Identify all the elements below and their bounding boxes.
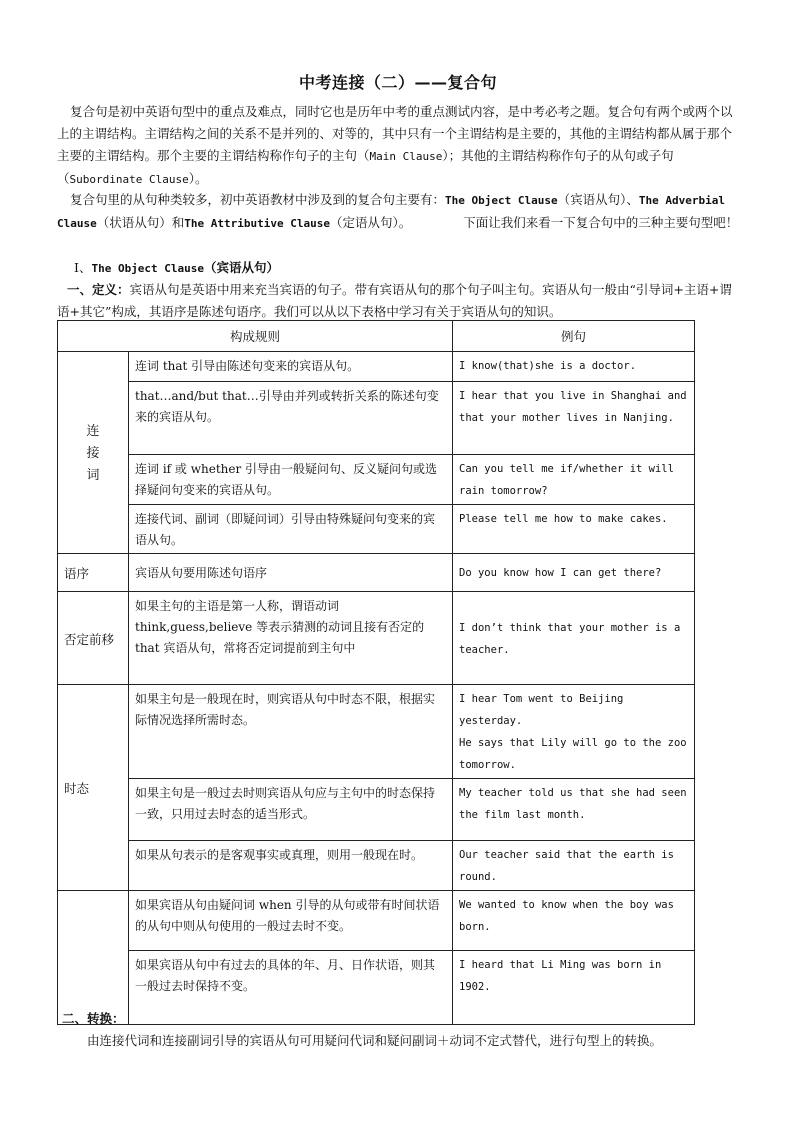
example-cell: I don’t think that your mother is a teacher. <box>453 592 695 685</box>
example-cell: We wanted to know when the boy was born. <box>453 891 695 951</box>
example-cell: I hear that you live in Shanghai and that your mother lives in Nanjing. <box>453 382 695 455</box>
section-heading-conversion: 二、转换： <box>62 1011 125 1026</box>
header-example: 例句 <box>453 321 695 352</box>
rule-cell: 如果主句是一般过去时则宾语从句应与主句中的时态保持一致，只用过去时态的适当形式。 <box>129 779 453 841</box>
table-row <box>58 505 695 554</box>
table-row <box>58 685 695 779</box>
rule-cell: that…and/but that…引导由并列或转折关系的陈述句变来的宾语从句。 <box>129 382 453 455</box>
rule-cell: 如果主句是一般现在时，则宾语从句中时态不限，根据实际情况选择所需时态。 <box>129 685 453 779</box>
table-row <box>58 841 695 891</box>
intro-paragraph: 复合句是初中英语句型中的重点及难点，同时它也是历年中考的重点测试内容，是中考必考之题。复合句有两个或两个以上的主谓结构。主谓结构之间的关系不是并列的、对等的，其中只有一个主谓结构是主要的，其他的主谓结构都从属于那个主要的主谓结构。那个主要的主谓结构称作句子的主句（Main Clause）；其他的主谓结构称作句子的从句或子句（Subordinate Clause）。 <box>57 104 733 186</box>
table-row <box>58 382 695 455</box>
object-clause-term: The Object Clause <box>445 194 558 207</box>
adverbial-clause-term: The Adverbial Clause <box>57 194 725 230</box>
example-cell: Do you know how I can get there? <box>453 554 695 592</box>
table-row <box>58 352 695 382</box>
example-cell: I heard that Li Ming was born in 1902. <box>453 951 695 1025</box>
object-clause-table <box>57 320 695 1025</box>
table-row <box>58 554 695 592</box>
clause-types-paragraph: 复合句里的从句种类较多，初中英语教材中涉及到的复合句主要有：The Object Clause（宾语从句）、The Adverbial Clause（状语从句）和The Attributive Clause（定语从句）。 下面让我们来看一下复合句中的三种主要句型吧！ <box>57 192 739 230</box>
group-word-order: 语序 <box>58 554 129 592</box>
table-row <box>58 951 695 1025</box>
table-row <box>58 592 695 685</box>
rule-cell: 连接代词、副词（即疑问词）引导由特殊疑问句变来的宾语从句。 <box>129 505 453 554</box>
rule-cell: 连词 if 或 whether 引导由一般疑问句、反义疑问句或选择疑问句变来的宾语从句。 <box>129 455 453 505</box>
example-cell: I know(that)she is a doctor. <box>453 352 695 382</box>
subordinate-clause-term: Subordinate Clause <box>69 173 189 186</box>
group-tense: 时态 <box>58 685 129 891</box>
example-cell: Can you tell me if/whether it will rain tomorrow? <box>453 455 695 505</box>
attributive-clause-term: The Attributive Clause <box>184 217 330 230</box>
definition-label: 一、定义： <box>67 282 130 297</box>
rule-cell: 宾语从句要用陈述句语序 <box>129 554 453 592</box>
group-empty <box>58 891 129 1025</box>
section-heading-object-clause: Ⅰ、The Object Clause（宾语从句） <box>74 260 280 275</box>
example-cell: Please tell me how to make cakes. <box>453 505 695 554</box>
table-header-row <box>58 321 695 352</box>
rule-cell: 如果主句的主语是第一人称，谓语动词 think,guess,believe 等表示猜测的动词且接有否定的 that 宾语从句，常将否定词提前到主句中 <box>129 592 453 685</box>
table-row <box>58 779 695 841</box>
table-row <box>58 891 695 951</box>
example-cell: I hear Tom went to Beijing yesterday. He says that Lily will go to the zoo tomorrow. <box>453 685 695 779</box>
rule-cell: 如果从句表示的是客观事实或真理，则用一般现在时。 <box>129 841 453 891</box>
conversion-paragraph: 由连接代词和连接副词引导的宾语从句可用疑问代词和疑问副词＋动词不定式替代，进行句型上的转换。 <box>87 1033 663 1048</box>
page-title: 中考连接（二）——复合句 <box>298 73 497 92</box>
group-negation: 否定前移 <box>58 592 129 685</box>
rule-cell: 如果宾语从句由疑问词 when 引导的从句或带有时间状语的从句中则从句使用的一般过去时不变。 <box>129 891 453 951</box>
table-row <box>58 455 695 505</box>
example-cell: My teacher told us that she had seen the film last month. <box>453 779 695 841</box>
example-cell: Our teacher said that the earth is round. <box>453 841 695 891</box>
rule-cell: 如果宾语从句中有过去的具体的年、月、日作状语，则其一般过去时保持不变。 <box>129 951 453 1025</box>
rule-cell: 连词 that 引导由陈述句变来的宾语从句。 <box>129 352 453 382</box>
main-clause-term: Main Clause <box>369 150 443 163</box>
group-connectives: 连 接 词 <box>58 352 129 554</box>
definition-paragraph: 一、定义：宾语从句是英语中用来充当宾语的句子。带有宾语从句的那个句子叫主句。宾语从句一般由“引导词+主语+谓语+其它”构成，其语序是陈述句语序。我们可以从以下表格中学习有关于宾语从句的知识。 <box>57 282 732 319</box>
header-rule: 构成规则 <box>58 321 453 352</box>
